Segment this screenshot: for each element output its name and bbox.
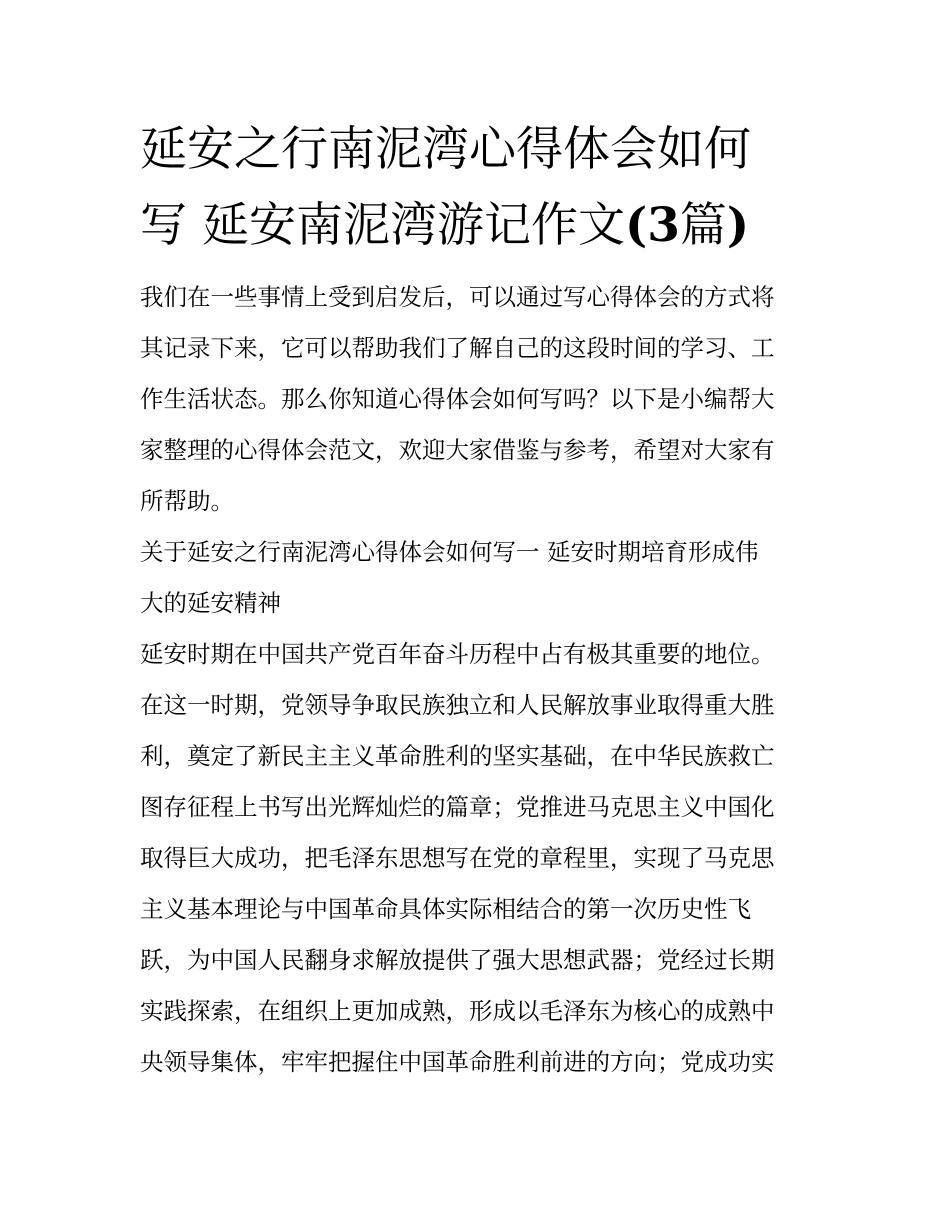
body-line: 在这一时期，党领导争取民族独立和人民解放事业取得重大胜 (140, 691, 775, 719)
body-line: 图存征程上书写出光辉灿烂的篇章；党推进马克思主义中国化 (140, 793, 775, 821)
body-line: 跃，为中国人民翻身求解放提供了强大思想武器；党经过长期 (140, 946, 775, 974)
section-heading (140, 527, 812, 629)
section-heading-line: 关于延安之行南泥湾心得体会如何写一 延安时期培育形成伟 (140, 538, 759, 566)
body-line: 利，奠定了新民主主义革命胜利的坚实基础，在中华民族救亡 (140, 742, 775, 770)
intro-line: 家整理的心得体会范文，欢迎大家借鉴与参考，希望对大家有 (140, 436, 775, 464)
body-line: 延安时期在中国共产党百年奋斗历程中占有极其重要的地位。 (140, 640, 775, 668)
title-line-1: 延安之行南泥湾心得体会如何 (140, 122, 751, 177)
body-paragraph (140, 629, 812, 1088)
intro-line: 其记录下来，它可以帮助我们了解自己的这段时间的学习、工 (140, 334, 775, 362)
intro-paragraph (140, 272, 812, 527)
intro-line: 所帮助。 (140, 487, 234, 515)
body-line: 取得巨大成功，把毛泽东思想写在党的章程里，实现了马克思 (140, 844, 775, 872)
document-title (140, 112, 812, 264)
body-line: 实践探索，在组织上更加成熟，形成以毛泽东为核心的成熟中 (140, 997, 775, 1025)
title-line-2 (140, 188, 812, 264)
document-content (140, 112, 812, 1088)
body-line: 央领导集体，牢牢把握住中国革命胜利前进的方向；党成功实 (140, 1048, 775, 1076)
intro-line: 作生活状态。那么你知道心得体会如何写吗？以下是小编帮大 (140, 385, 775, 413)
body-line: 主义基本理论与中国革命具体实际相结合的第一次历史性飞 (140, 895, 751, 923)
intro-line: 我们在一些事情上受到启发后，可以通过写心得体会的方式将 (140, 283, 775, 311)
title-line-2-text: 写 延安南泥湾游记作文(3篇) (140, 198, 750, 253)
section-heading-line: 大的延安精神 (140, 589, 281, 617)
